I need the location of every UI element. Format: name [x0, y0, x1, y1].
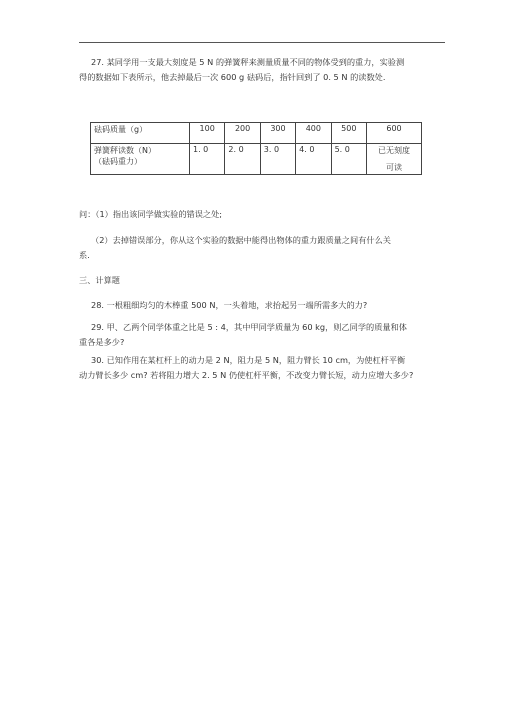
question-30-line-2: 动力臂长多少 cm? 若将阻力增大 2. 5 N 仍使杠杆平衡，不改变力臂长短，动力应增大多少? [79, 370, 414, 380]
table-cell-reading: 3. 0 [260, 144, 295, 175]
section-heading-calculation: 三、计算题 [79, 275, 120, 285]
table-row-label-reading [91, 144, 190, 175]
question-27-line-2: 得的数据如下表所示，他去掉最后一次 600 g 砝码后，指针回到了 0. 5 N 的读数处. [79, 72, 386, 82]
question-30-line-1: 30. 已知作用在某杠杆上的动力是 2 N，阻力是 5 N，阻力臂长 10 cm，为使杠杆平衡 [91, 355, 406, 365]
mass-weight-table [90, 122, 422, 175]
question-27-sub-2-line-1: （2）去掉错误部分，你从这个实验的数据中能得出物体的重力跟质量之间有什么关 [91, 235, 391, 245]
table-cell-mass: 500 [331, 123, 366, 144]
reading-label-line-1: 弹簧秤读数（N） [94, 146, 156, 155]
last-reading-line-1: 已无刻度 [378, 146, 410, 155]
table-cell-mass: 200 [225, 123, 260, 144]
question-27-line-1: 27. 某同学用一支最大刻度是 5 N 的弹簧秤来测量质量不同的物体受到的重力，实验测 [91, 57, 405, 67]
question-29-line-2: 重各是多少? [79, 337, 125, 347]
question-27-sub-2-line-2: 系. [79, 250, 90, 260]
table-row-mass [91, 123, 422, 144]
table-row-label-mass: 砝码质量（g） [91, 123, 190, 144]
table-cell-reading: 1. 0 [190, 144, 225, 175]
question-29-line-1: 29. 甲、乙两个同学体重之比是 5 : 4，其中甲同学质量为 60 kg，则乙同学的质量和体 [91, 322, 407, 332]
table-cell-mass: 100 [190, 123, 225, 144]
reading-label-line-2: （砝码重力） [94, 157, 142, 166]
table-cell-mass: 600 [367, 123, 422, 144]
last-reading-line-2: 可读 [386, 163, 402, 172]
table-cell-reading: 2. 0 [225, 144, 260, 175]
question-28: 28. 一根粗细均匀的木棒重 500 N，一头着地，求抬起另一端所需多大的力? [91, 300, 368, 310]
table-cell-reading: 5. 0 [331, 144, 366, 175]
table-row-reading [91, 144, 422, 175]
table-cell-mass: 400 [296, 123, 331, 144]
question-27-sub-1: 问：（1）指出该同学做实验的错误之处; [79, 209, 223, 219]
table-cell-reading: 4. 0 [296, 144, 331, 175]
header-rule [79, 42, 445, 43]
table-cell-reading-last [367, 144, 422, 175]
table-cell-mass: 300 [260, 123, 295, 144]
